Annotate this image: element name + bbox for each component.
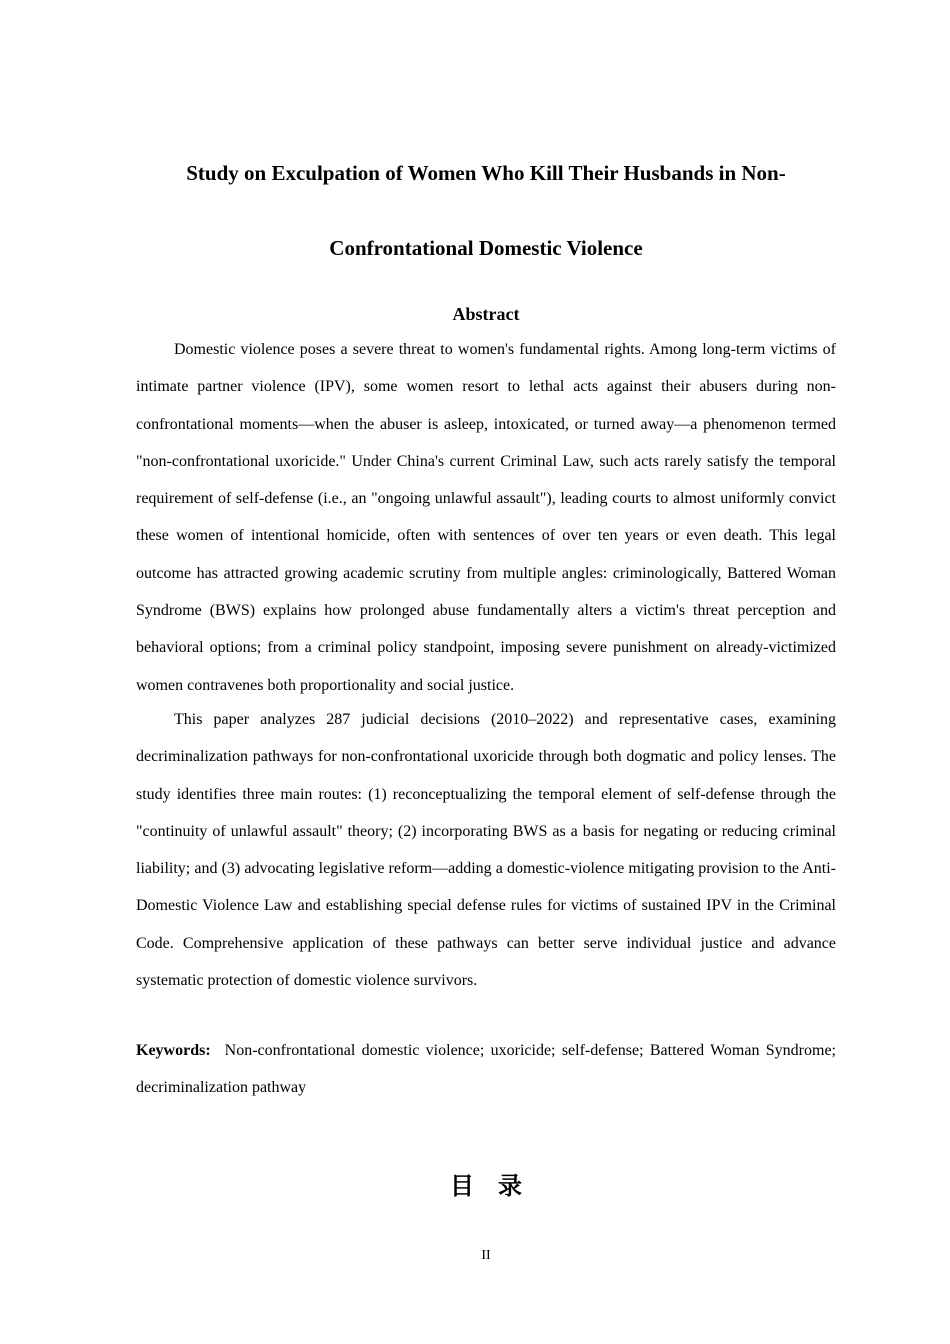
keywords-label: Keywords: <box>136 1042 211 1059</box>
toc-heading: 目录 <box>450 1172 546 1200</box>
page-title: Study on Exculpation of Women Who Kill Their Husbands in Non-Confrontational Domestic Violence <box>186 161 786 260</box>
page-number: II <box>481 1248 491 1263</box>
abstract-paragraph-1: Domestic violence poses a severe threat to women's fundamental rights. Among long-term victims of intimate partner violence (IPV), some women resort to lethal acts against their abusers during non-confrontational moments—when the abuser is asleep, intoxicated, or turned away—a phenomenon termed "non-confrontational uxoricide." Under China's current Criminal Law, such acts rarely satisfy the temporal requirement of self-defense (i.e., an "ongoing unlawful assault"), leading courts to almost uniformly convict these women of intentional homicide, often with sentences of over ten years or even death. This legal outcome has attracted growing academic scrutiny from multiple angles: criminologically, Battered Woman Syndrome (BWS) explains how prolonged abuse fundamentally alters a victim's threat perception and behavioral options; from a criminal policy standpoint, imposing severe punishment on already-victimized women contravenes both proportionality and social justice. <box>136 341 836 694</box>
abstract-paragraph-2: This paper analyzes 287 judicial decisions (2010–2022) and representative cases, examining decriminalization pathways for non-confrontational uxoricide through both dogmatic and policy lenses. The study identifies three main routes: (1) reconceptualizing the temporal element of self-defense through the "continuity of unlawful assault" theory; (2) incorporating BWS as a basis for negating or reducing criminal liability; and (3) advocating legislative reform—adding a domestic-violence mitigating provision to the Anti-Domestic Violence Law and establishing special defense rules for victims of sustained IPV in the Criminal Code. Comprehensive application of these pathways can better serve individual justice and advance systematic protection of domestic violence survivors. <box>136 711 836 990</box>
keywords-text: Non-confrontational domestic violence; uxoricide; self-defense; Battered Woman Syndrome; decriminalization pathway <box>136 1042 836 1097</box>
abstract-heading: Abstract <box>452 304 520 324</box>
keywords <box>136 1032 836 1107</box>
